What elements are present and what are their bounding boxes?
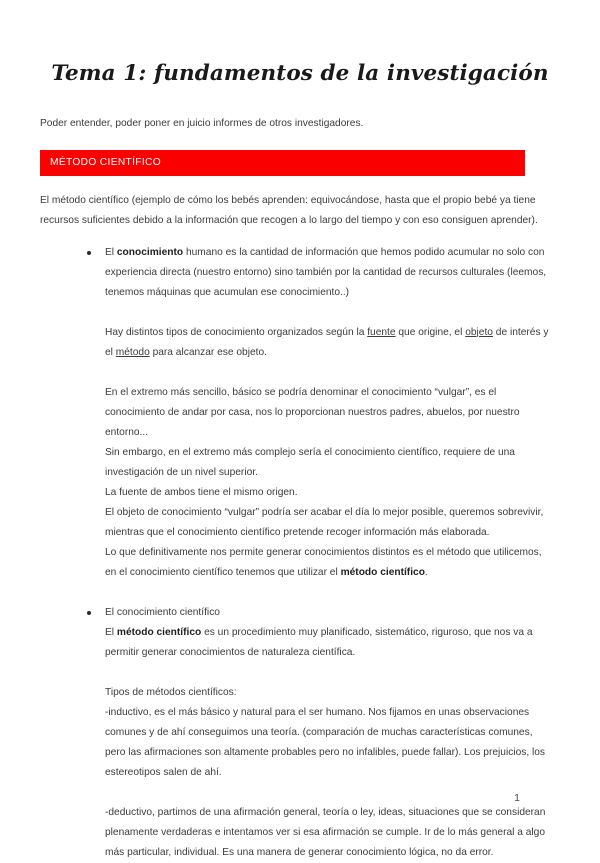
bullet-one-paragraph-1 [105,243,555,303]
bullet-one-paragraph-2 [105,323,555,363]
bullet-one-paragraph-7 [105,543,555,583]
bullet-two-paragraph-3: Tipos de métodos científicos: [105,686,237,698]
spacer [40,583,560,603]
text-fragment: humano es la cantidad de información que hemos podido acumular no solo con experiencia directa (nuestro entorno) sino también por la cantidad de recursos culturales (leemos, tenemos máquinas que acumulan ese conocimiento..) [105,246,547,298]
text-fragment: para alcanzar ese objeto. [149,346,267,358]
page-title: Tema 1: fundamentos de la investigación [51,61,549,86]
intro-paragraph: Poder entender, poder poner en juicio informes de otros investigadores. [40,117,364,129]
spacer [105,783,560,803]
list-item [40,603,560,863]
text-fragment: Hay distintos tipos de conocimiento organizados según la [105,326,368,338]
bullet-two-paragraph-5: -deductivo, partimos de una afirmación general, teoría o ley, ideas, situaciones que se consideran plenamente verdaderas e intentamos ver si esa afirmación se cumple. Ir de lo más general a algo más particular, individual. Es una manera de generar conocimiento lógica, no da error. [105,806,546,858]
bold-metodo-cientifico-2: método científico [116,626,202,638]
section-header-banner [40,150,525,176]
bullet-list [40,243,560,863]
bullet-one-paragraph-3: En el extremo más sencillo, básico se podría denominar el conocimiento “vulgar”, es el conocimiento de andar por casa, nos lo proporcionan nuestros padres, abuelos, por nuestro entorno... [105,386,520,438]
text-fragment: El [105,246,117,258]
bullet-two-paragraph-4: -inductivo, es el más básico y natural para el ser humano. Nos fijamos en unas observaciones comunes y de ahí conseguimos una teoría. (comparación de muchas características comunes, pero las afirmaciones son altamente probables pero no infalibles, puede fallar). Los prejuicios, los estereotipos salen de ahí. [105,706,546,778]
spacer [105,663,560,683]
list-item [40,243,560,583]
bold-conocimiento: conocimiento [116,246,184,258]
text-fragment: es un procedimiento muy planificado, sistemático, riguroso, que nos va a permitir generar conocimientos de naturaleza científica. [105,626,533,658]
bold-metodo-cientifico: método científico [340,566,425,578]
text-fragment: Lo que definitivamente nos permite generar conocimientos distintos es el método que utilicemos, en el conocimiento científico tenemos que utilizar el [105,546,542,578]
lead-paragraph: El método científico (ejemplo de cómo los bebés aprenden: equivocándose, hasta que el propio bebé ya tiene recursos suficientes debido a la información que recogen a lo largo del tiempo y con eso consiguen aprender). [40,194,538,226]
section-header-label: MÉTODO CIENTÍFICO [50,157,162,169]
underline-fuente: fuente [367,326,396,338]
bullet-two-paragraph-1: El conocimiento científico [105,606,220,618]
text-fragment: El [105,626,117,638]
bullet-two-paragraph-2 [105,623,555,663]
text-fragment: . [424,566,428,578]
underline-objeto: objeto [465,326,493,338]
bullet-one-paragraph-5: La fuente de ambos tiene el mismo origen. [105,486,298,498]
underline-metodo: método [115,346,150,358]
spacer [105,363,560,383]
spacer [40,231,560,243]
spacer [105,303,560,323]
bullet-one-paragraph-4: Sin embargo, en el extremo más complejo sería el conocimiento científico, requiere de una investigación de un nivel superior. [105,446,515,478]
text-fragment: que origine, el [395,326,466,338]
page-number: 1 [514,792,520,804]
text-fragment: de interés y el [105,326,549,358]
bullet-one-paragraph-6: El objeto de conocimiento “vulgar” podría ser acabar el día lo mejor posible, queremos sobrevivir, mientras que el conocimiento científico pretende recoger información más elaborada. [105,506,544,538]
